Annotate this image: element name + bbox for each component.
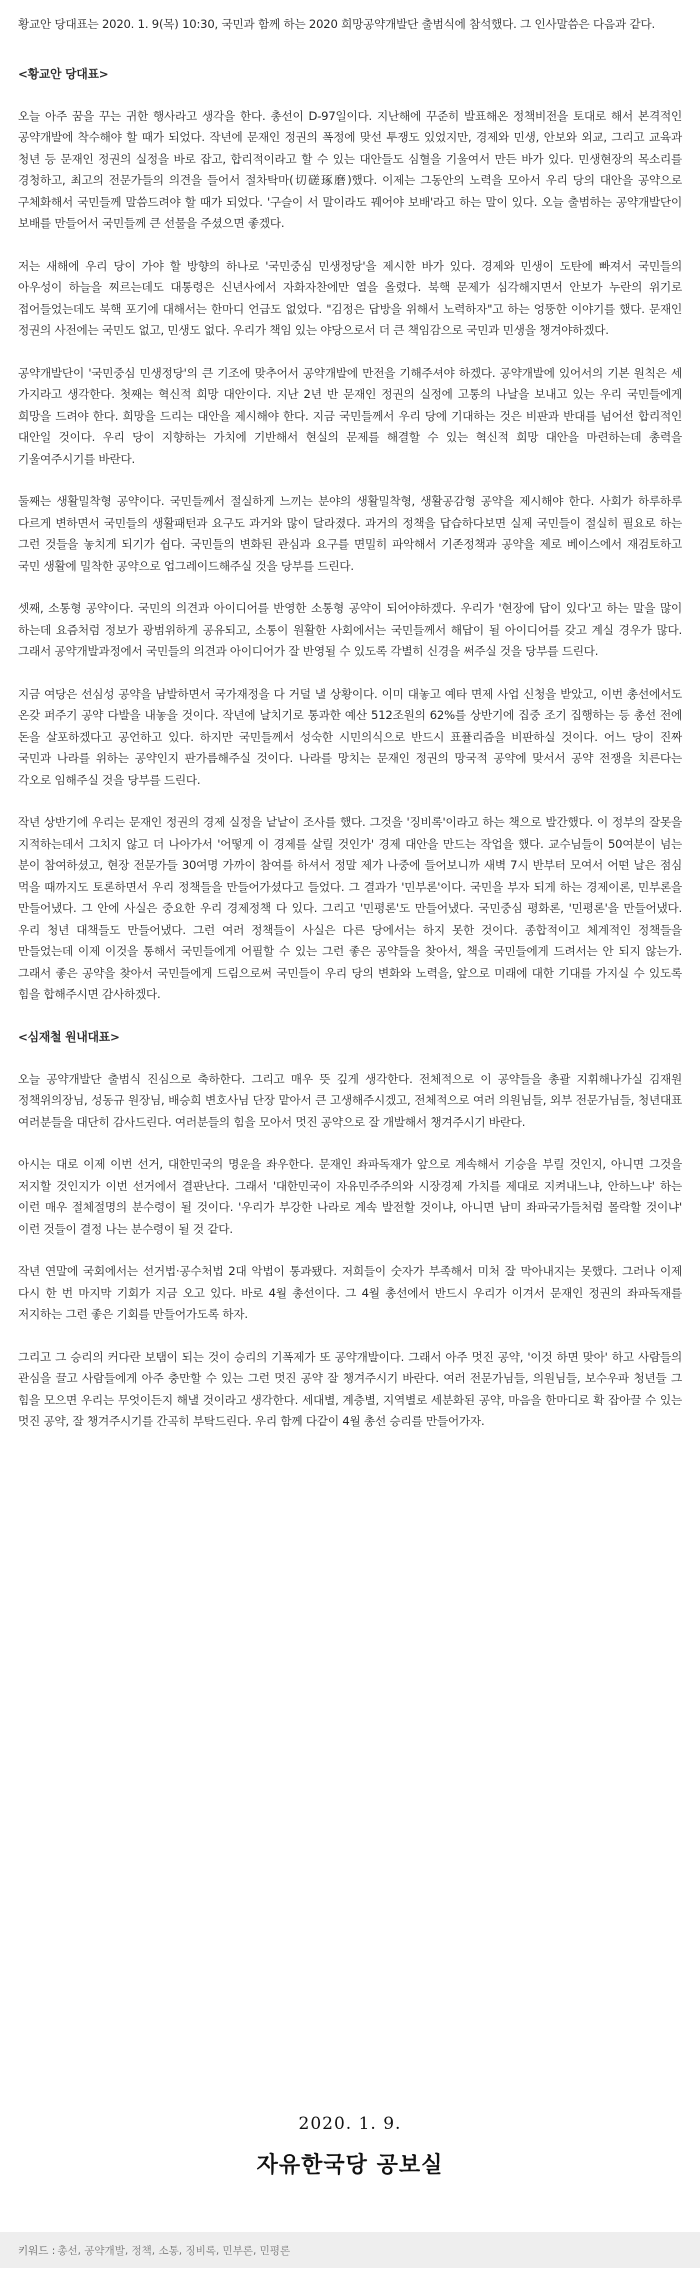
hwang-paragraph-6: 지금 여당은 선심성 공약을 남발하면서 국가재정을 다 거덜 낼 상황이다. 이미 대놓고 예타 면제 사업 신청을 받았고, 이번 총선에서도 온갖 퍼주기 공약 다발을 내놓을 것이다. 작년에 날치기로 통과한 예산 512조원의 62%를 상반기에 집중 조기 집행하는 등 총선 전에 돈을 살포하겠다고 공언하고 있다. 하지만 국민들께서 성숙한 시민의식으로 반드시 표퓰리즘을 비판하실 것이다. 어느 당이 진짜 국민과 나라를 위하는 공약인지 판가름해주실 것이다. 나라를 망치는 문재인 정권의 망국적 공약에 맞서서 공약 전쟁을 치른다는 각오로 임해주실 것을 당부를 드린다. [18,686,682,787]
keyword-bar [0,2232,700,2268]
intro-paragraph: 황교안 당대표는 2020. 1. 9(목) 10:30, 국민과 함께 하는 2020 희망공약개발단 출범식에 참석했다. 그 인사말씀은 다음과 같다. [18,17,655,31]
speaker-heading-hwang: <황교안 당대표> [18,66,109,81]
section-shim [18,1027,682,1433]
shim-paragraph-2: 아시는 대로 이제 이번 선거, 대한민국의 명운을 좌우한다. 문재인 좌파독재가 앞으로 계속해서 기승을 부릴 것인지, 아니면 그것을 저지할 것인지가 이번 선거에서 결판난다. 그래서 '대한민국이 자유민주주의와 시장경제 가치를 제대로 지켜내느냐, 안하느냐' 하는 이런 매우 절체절명의 분수령이 될 것이다. '우리가 부강한 나라로 계속 발전할 것이냐, 아니면 남미 좌파국가들처럼 몰락할 것이냐' 이런 것들이 결정 나는 분수령이 될 것 같다. [18,1157,682,1236]
shim-paragraph-3: 작년 연말에 국회에서는 선거법·공수처법 2대 악법이 통과됐다. 저희들이 숫자가 부족해서 미처 잘 막아내지는 못했다. 그러나 이제 다시 한 번 마지막 기회가 지금 오고 있다. 바로 4월 총선이다. 그 4월 총선에서 반드시 우리가 이겨서 문재인 정권의 좌파독재를 저지하는 그런 좋은 기회를 만들어가도록 하자. [18,1264,682,1321]
speaker-heading-shim: <심재철 원내대표> [18,1029,120,1044]
hwang-paragraph-7: 작년 상반기에 우리는 문재인 정권의 경제 실정을 낱낱이 조사를 했다. 그것을 '징비록'이라고 하는 책으로 발간했다. 이 정부의 잘못을 지적하는데서 그치지 않고 더 나아가서 '어떻게 이 경제를 살릴 것인가' 경제 대안을 만드는 작업을 했다. 교수님들이 50여분이 넘는 분이 참여하셨고, 현장 전문가들 30여명 가까이 참여를 하셔서 정말 제가 나중에 들어보니까 새벽 7시 반부터 모여서 어떤 날은 점심 먹을 때까지도 토론하면서 우리 정책들을 만들어가셨다고 들었다. 그 결과가 '민부론'이다. 국민을 부자 되게 하는 경제이론, 민부론을 만들어냈다. 그 안에 사실은 중요한 우리 경제정책 다 있다. 그리고 '민평론'도 만들어냈다. 국민중심 평화론, '민평론'을 만들어냈다. 우리 청년 대책들도 만들어냈다. 그런 여러 정책들이 사실은 다른 당에서는 하지 못한 것이다. 종합적이고 체계적인 정책들을 만들었는데 이제 이것을 통해서 국민들에게 어필할 수 있는 그런 좋은 공약들을 찾아서, 책을 국민들에게 드려서는 안 되지 않는가. 그래서 좋은 공약을 찾아서 국민들에게 드림으로써 국민들이 우리 당의 변화와 노력을, 앞으로 미래에 대한 기대를 가지실 수 있도록 힘을 합해주시면 감사하겠다. [18,815,682,1001]
hwang-paragraph-3: 공약개발단이 '국민중심 민생정당'의 큰 기조에 맞추어서 공약개발에 만전을 기해주셔야 하겠다. 공약개발에 있어서의 기본 원칙은 세 가지라고 생각한다. 첫째는 혁신적 희망 대안이다. 지난 2년 반 문재인 정권의 실정에 고통의 나날을 보내고 있는 우리 국민들에게 희망을 드려야 한다. 희망을 드리는 대안을 제시해야 한다. 지금 국민들께서 우리 당에 기대하는 것은 비판과 반대를 넘어선 합리적인 대안일 것이다. 우리 당이 지향하는 가치에 기반해서 현실의 문제를 해결할 수 있는 혁신적 희망 대안을 마련하는데 총력을 기울여주시기를 바란다. [18,365,682,466]
hwang-paragraph-2: 저는 새해에 우리 당이 가야 할 방향의 하나로 '국민중심 민생정당'을 제시한 바가 있다. 경제와 민생이 도탄에 빠져서 국민들의 아우성이 하늘을 찌르는데도 대통령은 신년사에서 자화자찬에만 열을 올렸다. 북핵 문제가 심각해지면서 안보가 누란의 위기로 접어들었는데도 북핵 포기에 대해서는 한마디 언급도 없었다. "김정은 답방을 위해서 노력하자"고 하는 엉뚱한 이야기를 했다. 문재인 정권의 사전에는 국민도 없고, 민생도 없다. 우리가 책임 있는 야당으로서 더 큰 책임감으로 국민과 민생을 챙겨야하겠다. [18,258,682,337]
hwang-paragraph-5: 셋째, 소통형 공약이다. 국민의 의견과 아이디어를 반영한 소통형 공약이 되어야하겠다. 우리가 '현장에 답이 있다'고 하는 말을 많이 하는데 요즘처럼 정보가 광범위하게 공유되고, 소통이 원활한 사회에서는 국민들께서 해답이 될 아이디어를 갖고 계실 경우가 많다. 그래서 공약개발과정에서 국민들의 의견과 아이디어가 잘 반영될 수 있도록 각별히 신경을 써주실 것을 당부를 드린다. [18,601,682,658]
release-date: 2020. 1. 9. [298,2114,402,2134]
hwang-paragraph-4: 둘째는 생활밀착형 공약이다. 국민들께서 절실하게 느끼는 분야의 생활밀착형, 생활공감형 공약을 제시해야 한다. 사회가 하루하루 다르게 변하면서 국민들의 생활패턴과 요구도 과거와 많이 달라졌다. 과거의 정책을 답습하다보면 실제 국민들이 절실히 필요로 하는 그런 것들을 놓치게 되기가 쉽다. 국민들의 변화된 관심과 요구를 면밀히 파악해서 기존정책과 공약을 제로 베이스에서 재검토하고 국민 생활에 밀착한 공약으로 업그레이드해주실 것을 당부를 드린다. [18,494,682,573]
keyword-list: 총선, 공약개발, 정책, 소통, 징비록, 민부론, 민평론 [57,2244,291,2257]
hwang-paragraph-1: 오늘 아주 꿈을 꾸는 귀한 행사라고 생각을 한다. 총선이 D-97일이다. 지난해에 꾸준히 발표해온 정책비전을 토대로 해서 본격적인 공약개발에 착수해야 할 때가 되었다. 작년에 문재인 정권의 폭정에 맞선 투쟁도 있었지만, 경제와 민생, 안보와 외교, 그리고 교육과 청년 등 문재인 정권의 실정을 바로 잡고, 합리적이라고 할 수 있는 대안들도 심혈을 기울여서 만든 바가 있다. 민생현장의 목소리를 경청하고, 최고의 전문가들의 의견을 들어서 절차탁마(切磋琢磨)했다. 이제는 그동안의 노력을 모아서 우리 당의 대안을 공약으로 구체화해서 국민들께 말씀드려야 할 때가 되었다. '구슬이 서 말이라도 꿰어야 보배'라고 하는 말이 있다. 오늘 출범하는 공약개발단이 보배를 만들어서 국민들께 큰 선물을 주셨으면 좋겠다. [18,108,682,230]
shim-paragraph-1: 오늘 공약개발단 출범식 진심으로 축하한다. 그리고 매우 뜻 깊게 생각한다. 전체적으로 이 공약들을 총괄 지휘해나가실 김재원 정책위의장님, 성동규 원장님, 배승희 변호사님 단장 맡아서 큰 고생해주시겠고, 전체적으로 여러 의원님들, 외부 전문가님들, 청년대표 여러분들을 대단히 감사드린다. 여러분들의 힘을 모아서 멋진 공약으로 잘 개발해서 챙겨주시기 바란다. [18,1071,682,1129]
issuing-organization: 자유한국당 공보실 [256,2153,444,2178]
keyword-label: 키워드 : [18,2244,56,2257]
section-hwang [18,64,682,1006]
shim-paragraph-4: 그리고 그 승리의 커다란 보탬이 되는 것이 승리의 기폭제가 또 공약개발이다. 그래서 아주 멋진 공약, '이것 하면 맞아' 하고 사람들의 관심을 끌고 사람들에게 아주 충만할 수 있는 그런 멋진 공약 잘 챙겨주시기 바란다. 여러 전문가님들, 의원님들, 보수우파 청년들 그 힘을 모으면 우리는 무엇이든지 해낼 것이라고 생각한다. 세대별, 계층별, 지역별로 세분화된 공약, 마음을 한마디로 확 잡아끌 수 있는 멋진 공약, 잘 챙겨주시기를 간곡히 부탁드린다. 우리 함께 다같이 4월 총선 승리를 만들어가자. [18,1349,682,1428]
